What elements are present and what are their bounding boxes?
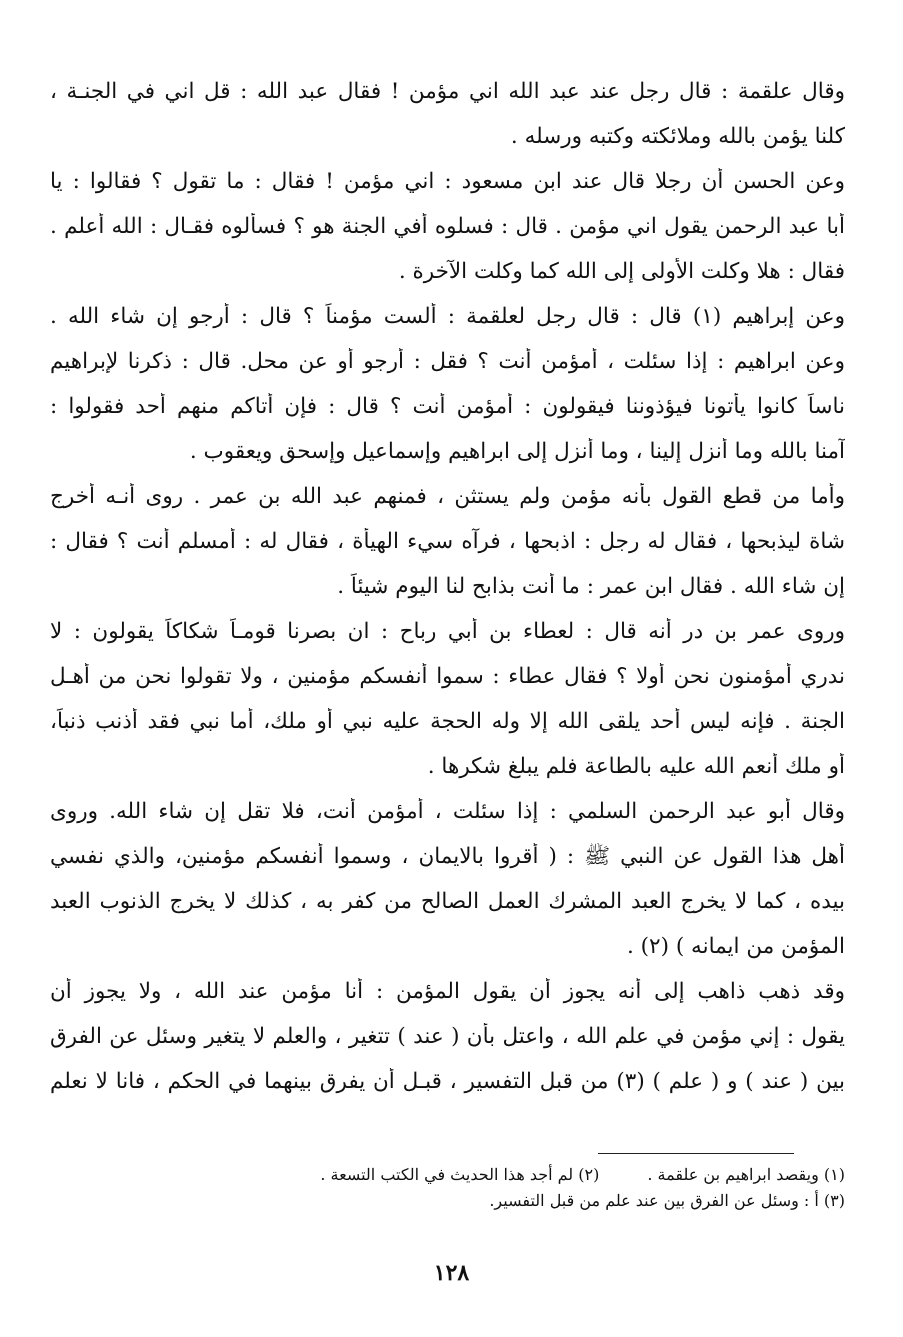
text-line: الجنة . فإنه ليس أحد يلقى الله إلا وله الحجة عليه نبي أو ملك، أما نبي فقد أذنب ذنباً، xyxy=(50,709,845,734)
text-line: فقال : هلا وكلت الأولى إلى الله كما وكلت الآخرة . xyxy=(398,259,845,284)
text-line: ناساً كانوا يأتونا فيؤذوننا فيقولون : أمؤمن أنت ؟ قال : فإن أتاكم منهم أحد فقولوا : xyxy=(50,394,845,419)
main-text xyxy=(50,78,845,1113)
text-line: شاة ليذبحها ، فقال له رجل : اذبحها ، فرآه سيء الهيأة ، فقال له : أمسلم أنت ؟ فقال : xyxy=(50,529,845,554)
text-line: وعن ابراهيم : إذا سئلت ، أمؤمن أنت ؟ فقل : أرجو أو عن محل. قال : ذكرنا لإبراهيم xyxy=(50,349,845,374)
text-line: آمنا بالله وما أنزل إلينا ، وما أنزل إلى ابراهيم وإسماعيل وإسحق ويعقوب . xyxy=(189,439,845,464)
text-line: وعن إبراهيم (١) قال : قال رجل لعلقمة : ألست مؤمناً ؟ قال : أرجو إن شاء الله . xyxy=(50,304,845,329)
text-line: إن شاء الله . فقال ابن عمر : ما أنت بذابح لنا اليوم شيئاً . xyxy=(337,574,845,599)
text-line: بيده ، كما لا يخرج العبد المشرك العمل الصالح من كفر به ، كذلك لا يخرج الذنوب العبد xyxy=(50,889,845,914)
text-line: بين ( عند ) و ( علم ) (٣) من قبل التفسير ، قبـل أن يفرق بينهما في الحكم ، فانا لا نعلم xyxy=(50,1069,845,1094)
text-line: وقال أبو عبد الرحمن السلمي : إذا سئلت ، أمؤمن أنت، فلا تقل إن شاء الله. وروى xyxy=(50,799,845,824)
text-line: يقول : إني مؤمن في علم الله ، واعتل بأن ( عند ) تتغير ، والعلم لا يتغير وسئل عن الفرق xyxy=(50,1024,845,1049)
text-line: أو ملك أنعم الله عليه بالطاعة فلم يبلغ شكرها . xyxy=(427,754,845,779)
footnote-1: (١) ويقصد ابراهيم بن علقمة . xyxy=(647,1165,845,1184)
paragraph-1 xyxy=(50,78,845,168)
page-number: ١٢٨ xyxy=(433,1260,470,1286)
footnote-line xyxy=(50,1190,845,1216)
text-line: وقال علقمة : قال رجل عند عبد الله اني مؤمن ! فقال عبد الله : قل اني في الجنـة ، xyxy=(50,79,845,104)
footnote-2: (٢) لم أجد هذا الحديث في الكتب التسعة . xyxy=(320,1165,600,1184)
paragraph-7 xyxy=(50,978,845,1113)
text-line: وعن الحسن أن رجلا قال عند ابن مسعود : اني مؤمن ! فقال : ما تقول ؟ فقالوا : يا xyxy=(50,169,845,194)
paragraph-4 xyxy=(50,483,845,618)
text-line: المؤمن من ايمانه ) (٢) . xyxy=(626,934,845,959)
footnote-line xyxy=(50,1164,845,1190)
text-line: وأما من قطع القول بأنه مؤمن ولم يستثن ، فمنهم عبد الله بن عمر . روى أنـه أخرج xyxy=(50,484,845,509)
paragraph-3 xyxy=(50,303,845,483)
text-line: ندري أمؤمنون نحن أولا ؟ فقال عطاء : سموا أنفسكم مؤمنين ، ولا تقولوا نحن من أهـل xyxy=(50,664,845,689)
text-line: كلنا يؤمن بالله وملائكته وكتبه ورسله . xyxy=(510,124,845,149)
text-line: أبا عبد الرحمن يقول اني مؤمن . قال : فسلوه أفي الجنة هو ؟ فسألوه فقـال : الله أعلم . xyxy=(50,214,845,239)
paragraph-2 xyxy=(50,168,845,303)
text-line: وروى عمر بن در أنه قال : لعطاء بن أبي رباح : ان بصرنا قومـاً شكاكاً يقولون : لا xyxy=(50,619,845,644)
text-line: وقد ذهب ذاهب إلى أنه يجوز أن يقول المؤمن : أنا مؤمن عند الله ، ولا يجوز أن xyxy=(50,979,845,1004)
footnote-divider xyxy=(598,1153,794,1154)
footnotes xyxy=(50,1164,845,1216)
footnote-3: (٣) أ : وسئل عن الفرق بين عند علم من قبل التفسير. xyxy=(489,1191,845,1210)
paragraph-5 xyxy=(50,618,845,798)
text-line: أهل هذا القول عن النبي ﷺ : ( أقروا بالايمان ، وسموا أنفسكم مؤمنين، والذي نفسي xyxy=(50,844,845,869)
paragraph-6 xyxy=(50,798,845,978)
